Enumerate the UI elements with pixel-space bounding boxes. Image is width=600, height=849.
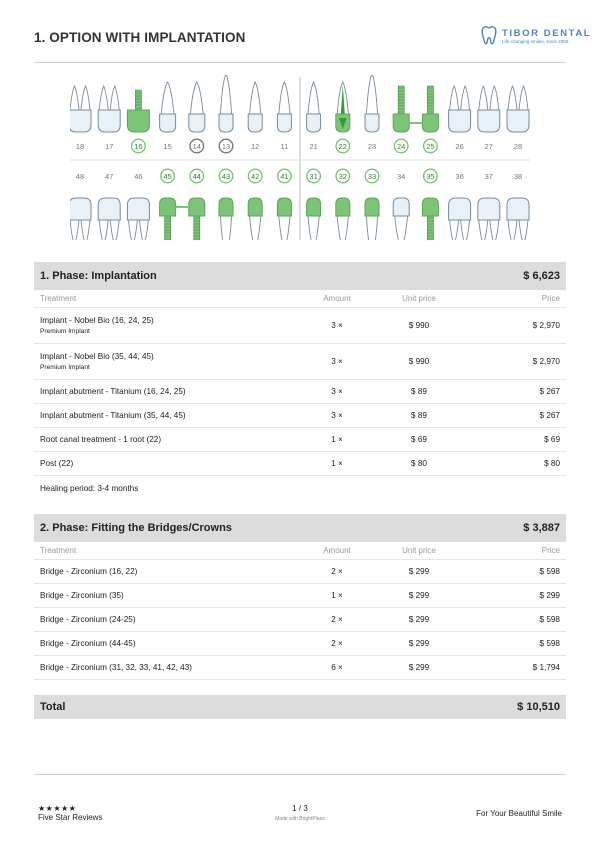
treatment-amount: 3 ×	[331, 321, 343, 330]
table-row	[34, 380, 566, 404]
phase-2-title: 2. Phase: Fitting the Bridges/Crowns	[40, 522, 232, 534]
phase-2-column-header	[34, 542, 566, 560]
tooth-root	[139, 220, 148, 240]
treatment-amount: 6 ×	[331, 663, 343, 672]
treatment-name: Implant abutment - Titanium (16, 24, 25)	[40, 387, 186, 396]
table-row	[34, 344, 566, 380]
tooth-number: 46	[134, 171, 143, 181]
tooth-root	[250, 216, 261, 240]
table-row	[34, 608, 566, 632]
implant-screw-icon	[164, 216, 171, 240]
tooth-number: 36	[455, 171, 464, 181]
tooth-root	[366, 216, 377, 240]
tooth-crown	[422, 198, 438, 216]
tooth-32[interactable]	[336, 169, 350, 240]
tooth-13[interactable]	[219, 75, 233, 153]
tooth-22[interactable]	[336, 82, 350, 153]
treatment-price: $ 598	[539, 615, 560, 624]
tooth-crown	[219, 198, 233, 216]
tooth-number: 48	[75, 171, 85, 181]
treatment-amount: 2 ×	[331, 639, 343, 648]
footer-pagination	[240, 804, 360, 822]
treatment-name: Implant abutment - Titanium (35, 44, 45)	[40, 411, 186, 420]
tooth-crown	[277, 198, 291, 216]
tooth-root	[366, 75, 377, 114]
tooth-crown	[160, 114, 176, 132]
treatment-amount: 1 ×	[331, 459, 343, 468]
phase-1-column-header	[34, 290, 566, 308]
col-treatment: Treatment	[40, 546, 77, 555]
tooth-number: 15	[163, 141, 172, 151]
tooth-number: 11	[280, 141, 289, 151]
tooth-crown	[336, 198, 350, 216]
tooth-15[interactable]	[160, 82, 176, 151]
tooth-number: 33	[367, 171, 377, 181]
implant-screw-icon	[193, 216, 200, 240]
tooth-number: 13	[221, 141, 231, 151]
tooth-root	[395, 216, 408, 240]
tooth-23[interactable]	[365, 75, 379, 151]
tooth-root	[508, 220, 517, 240]
treatment-price: $ 2,970	[532, 357, 560, 366]
phase-1-section	[34, 262, 566, 500]
tooth-crown	[277, 114, 291, 132]
tooth-47[interactable]	[98, 172, 120, 240]
logo-name: TIBOR DENTAL	[502, 28, 592, 39]
phase-2-total: $ 3,887	[523, 522, 560, 534]
treatment-unit-price: $ 69	[411, 435, 427, 444]
tooth-number: 23	[367, 141, 377, 151]
treatment-note: Premium Implant	[40, 364, 90, 371]
tooth-root	[70, 86, 79, 110]
tooth-16[interactable]	[127, 90, 149, 153]
implant-screw-icon	[427, 216, 434, 240]
treatment-name: Implant - Nobel Bio (16, 24, 25)	[40, 316, 154, 325]
tooth-number: 34	[397, 171, 406, 181]
treatment-unit-price: $ 299	[408, 615, 430, 624]
tooth-12[interactable]	[248, 82, 262, 151]
total-label: Total	[40, 701, 66, 713]
tooth-number: 42	[251, 171, 260, 181]
tooth-root	[81, 86, 90, 110]
tooth-crown	[393, 114, 409, 132]
tooth-number: 41	[280, 171, 289, 181]
tooth-crown	[98, 198, 120, 220]
tooth-number: 18	[75, 141, 85, 151]
tooth-crown	[478, 110, 500, 132]
tooth-37[interactable]	[478, 172, 500, 240]
treatment-amount: 1 ×	[331, 591, 343, 600]
tooth-number: 26	[455, 141, 464, 151]
tooth-45[interactable]	[160, 169, 176, 240]
treatment-name: Root canal treatment - 1 root (22)	[40, 435, 162, 444]
tooth-number: 43	[221, 171, 231, 181]
tooth-25[interactable]	[422, 86, 438, 153]
tooth-28[interactable]	[507, 86, 529, 151]
tooth-root	[490, 86, 499, 110]
tooth-root	[220, 75, 231, 114]
healing-period: Healing period: 3-4 months	[40, 483, 139, 493]
tooth-44[interactable]	[189, 169, 205, 240]
grand-total-bar	[34, 695, 566, 719]
tooth-root	[519, 220, 528, 240]
tooth-crown	[160, 198, 176, 216]
footer-divider	[34, 774, 566, 775]
tooth-crown	[248, 114, 262, 132]
tooth-number: 17	[105, 141, 114, 151]
tooth-24[interactable]	[393, 86, 409, 153]
treatment-amount: 3 ×	[331, 357, 343, 366]
tooth-root	[308, 216, 319, 240]
phase-2-section	[34, 514, 566, 680]
tooth-34[interactable]	[393, 172, 409, 240]
treatment-amount: 2 ×	[331, 615, 343, 624]
total-value: $ 10,510	[517, 701, 560, 713]
tooth-number: 31	[309, 171, 318, 181]
tooth-31[interactable]	[307, 169, 321, 240]
phase-1-total: $ 6,623	[523, 270, 560, 282]
treatment-amount: 2 ×	[331, 567, 343, 576]
tooth-root	[190, 82, 203, 114]
tooth-number: 16	[134, 141, 143, 151]
tooth-33[interactable]	[365, 169, 379, 240]
tooth-14[interactable]	[189, 82, 205, 153]
col-amount: Amount	[323, 294, 351, 303]
tooth-root	[250, 82, 261, 114]
tooth-crown	[127, 110, 149, 132]
tooth-crown	[478, 198, 500, 220]
table-row	[34, 428, 566, 452]
treatment-name: Bridge - Zirconium (24-25)	[40, 615, 136, 624]
tooth-crown	[393, 198, 409, 216]
treatment-price: $ 598	[539, 567, 560, 576]
tooth-root	[450, 86, 459, 110]
tooth-17[interactable]	[98, 86, 120, 151]
treatment-unit-price: $ 299	[408, 663, 430, 672]
tooth-logo-icon	[480, 25, 498, 47]
tooth-number: 47	[105, 171, 114, 181]
tooth-crown	[365, 114, 379, 132]
treatment-price: $ 1,794	[532, 663, 560, 672]
footer-slogan: For Your Beautiful Smile	[476, 809, 562, 818]
treatment-price: $ 267	[539, 411, 560, 420]
tooth-38[interactable]	[507, 172, 529, 240]
phase-1-title: 1. Phase: Implantation	[40, 270, 157, 282]
tooth-number: 21	[309, 141, 318, 151]
tooth-42[interactable]	[248, 169, 262, 240]
tooth-21[interactable]	[307, 82, 321, 151]
treatment-name: Bridge - Zirconium (44-45)	[40, 639, 136, 648]
tooth-crown	[70, 198, 91, 220]
tooth-root	[308, 82, 319, 114]
tooth-root	[479, 220, 488, 240]
star-rating-icon: ★★★★★	[38, 804, 77, 813]
treatment-price: $ 2,970	[532, 321, 560, 330]
table-row	[34, 308, 566, 344]
treatment-unit-price: $ 990	[408, 321, 430, 330]
tooth-root	[99, 86, 108, 110]
tooth-root	[490, 220, 499, 240]
made-with-label: Made with BrightPlans	[275, 816, 325, 822]
col-unit-price: Unit price	[402, 294, 436, 303]
tooth-root	[110, 220, 119, 240]
treatment-name: Bridge - Zirconium (16, 22)	[40, 567, 138, 576]
tooth-35[interactable]	[422, 169, 438, 240]
treatment-price: $ 69	[544, 435, 560, 444]
treatment-unit-price: $ 299	[408, 567, 430, 576]
treatment-unit-price: $ 299	[408, 639, 430, 648]
tooth-root	[337, 216, 348, 240]
tooth-root	[450, 220, 459, 240]
treatment-price: $ 598	[539, 639, 560, 648]
tooth-crown	[189, 198, 205, 216]
dental-chart	[70, 75, 530, 240]
treatment-price: $ 299	[539, 591, 560, 600]
tooth-48[interactable]	[70, 172, 91, 240]
tooth-root	[519, 86, 528, 110]
tooth-crown	[70, 110, 91, 132]
tooth-number: 25	[426, 141, 435, 151]
treatment-amount: 3 ×	[331, 387, 343, 396]
tooth-crown	[189, 114, 205, 132]
tooth-27[interactable]	[478, 86, 500, 151]
tooth-crown	[507, 110, 529, 132]
treatment-name: Implant - Nobel Bio (35, 44, 45)	[40, 352, 154, 361]
tooth-crown	[219, 114, 233, 132]
tooth-root	[110, 86, 119, 110]
tooth-crown	[127, 198, 149, 220]
tooth-number: 45	[163, 171, 172, 181]
tooth-number: 24	[397, 141, 406, 151]
header-divider	[34, 62, 566, 63]
table-row	[34, 560, 566, 584]
tooth-crown	[307, 198, 321, 216]
treatment-unit-price: $ 299	[408, 591, 430, 600]
treatment-unit-price: $ 89	[411, 387, 427, 396]
tooth-root	[99, 220, 108, 240]
treatment-name: Bridge - Zirconium (31, 32, 33, 41, 42, 43)	[40, 663, 193, 672]
tooth-crown	[449, 110, 471, 132]
tooth-root	[161, 82, 174, 114]
treatment-price: $ 80	[544, 459, 560, 468]
tooth-root	[128, 220, 137, 240]
implant-screw-icon	[427, 86, 434, 114]
col-treatment: Treatment	[40, 294, 77, 303]
tooth-root	[81, 220, 90, 240]
tooth-26[interactable]	[449, 86, 471, 151]
col-unit-price: Unit price	[402, 546, 436, 555]
tooth-number: 22	[338, 141, 347, 151]
phase-2-header	[34, 514, 566, 542]
tooth-crown	[248, 198, 262, 216]
treatment-price: $ 267	[539, 387, 560, 396]
tooth-root	[220, 216, 231, 240]
tooth-18[interactable]	[70, 86, 91, 151]
table-row	[34, 656, 566, 680]
tooth-number: 37	[484, 171, 493, 181]
implant-screw-icon	[398, 86, 405, 114]
logo-tagline: Life changing smiles, since 2005	[502, 39, 569, 44]
tooth-36[interactable]	[449, 172, 471, 240]
tooth-crown	[422, 114, 438, 132]
treatment-unit-price: $ 990	[408, 357, 430, 366]
tooth-number: 12	[251, 141, 260, 151]
tooth-crown	[449, 198, 471, 220]
treatment-name: Bridge - Zirconium (35)	[40, 591, 124, 600]
treatment-amount: 1 ×	[331, 435, 343, 444]
table-row	[34, 632, 566, 656]
tooth-root	[279, 216, 290, 240]
treatment-unit-price: $ 89	[411, 411, 427, 420]
tooth-number: 44	[192, 171, 201, 181]
tooth-number: 14	[192, 141, 201, 151]
table-row	[34, 452, 566, 476]
tooth-crown	[98, 110, 120, 132]
treatment-note: Premium Implant	[40, 328, 90, 335]
tooth-number: 28	[513, 141, 523, 151]
tooth-crown	[507, 198, 529, 220]
tooth-crown	[307, 114, 321, 132]
implant-screw-icon	[135, 90, 142, 110]
tooth-root	[461, 86, 470, 110]
col-price: Price	[541, 294, 560, 303]
table-row	[34, 404, 566, 428]
page-title: 1. OPTION WITH IMPLANTATION	[34, 30, 246, 45]
tooth-46[interactable]	[127, 172, 149, 240]
clinic-logo	[480, 24, 592, 50]
tooth-number: 27	[484, 141, 493, 151]
col-price: Price	[541, 546, 560, 555]
page-number: 1 / 3	[292, 804, 308, 813]
tooth-root	[479, 86, 488, 110]
phase-1-header	[34, 262, 566, 290]
tooth-crown	[365, 198, 379, 216]
treatment-unit-price: $ 80	[411, 459, 427, 468]
tooth-number: 38	[513, 171, 523, 181]
treatment-amount: 3 ×	[331, 411, 343, 420]
tooth-root	[461, 220, 470, 240]
tooth-11[interactable]	[277, 82, 291, 151]
tooth-43[interactable]	[219, 169, 233, 240]
col-amount: Amount	[323, 546, 351, 555]
tooth-number: 32	[338, 171, 347, 181]
treatment-name: Post (22)	[40, 459, 74, 468]
footer-reviews	[38, 804, 102, 822]
reviews-label: Five Star Reviews	[38, 813, 103, 822]
tooth-root	[70, 220, 79, 240]
tooth-root	[279, 82, 290, 114]
tooth-number: 35	[426, 171, 435, 181]
tooth-root	[508, 86, 517, 110]
tooth-41[interactable]	[277, 169, 291, 240]
table-row	[34, 584, 566, 608]
